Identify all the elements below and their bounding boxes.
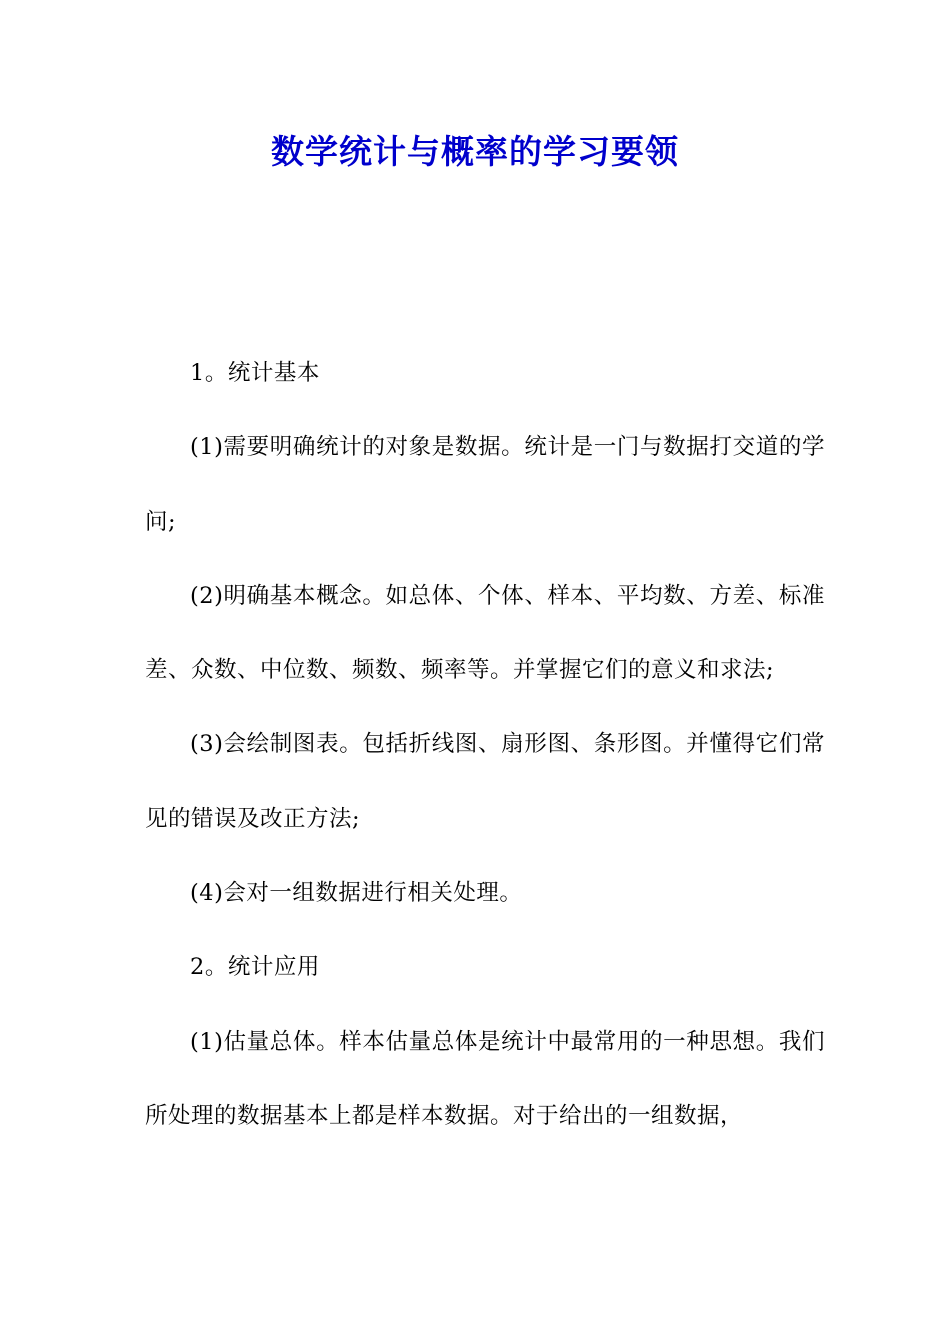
paragraph: (4)会对一组数据进行相关处理。 [190,880,523,907]
paragraph: (2)明确基本概念。如总体、个体、样本、平均数、方差、标准差、众数、中位数、频数、频率等。并掌握它们的意义和求法; [145,582,825,684]
section-heading-2: 2。统计应用 [190,954,320,981]
document-body [145,336,825,1153]
document-title: 数学统计与概率的学习要领 [271,132,679,171]
paragraph: (3)会绘制图表。包括折线图、扇形图、条形图。并懂得它们常见的错误及改正方法; [145,731,825,832]
paragraph: (1)需要明确统计的对象是数据。统计是一门与数据打交道的学问; [145,434,825,535]
paragraph: (1)估量总体。样本估量总体是统计中最常用的一种思想。我们所处理的数据基本上都是样本数据。对于给出的一组数据， [145,1028,825,1129]
section-heading-1: 1。统计基本 [190,360,320,386]
